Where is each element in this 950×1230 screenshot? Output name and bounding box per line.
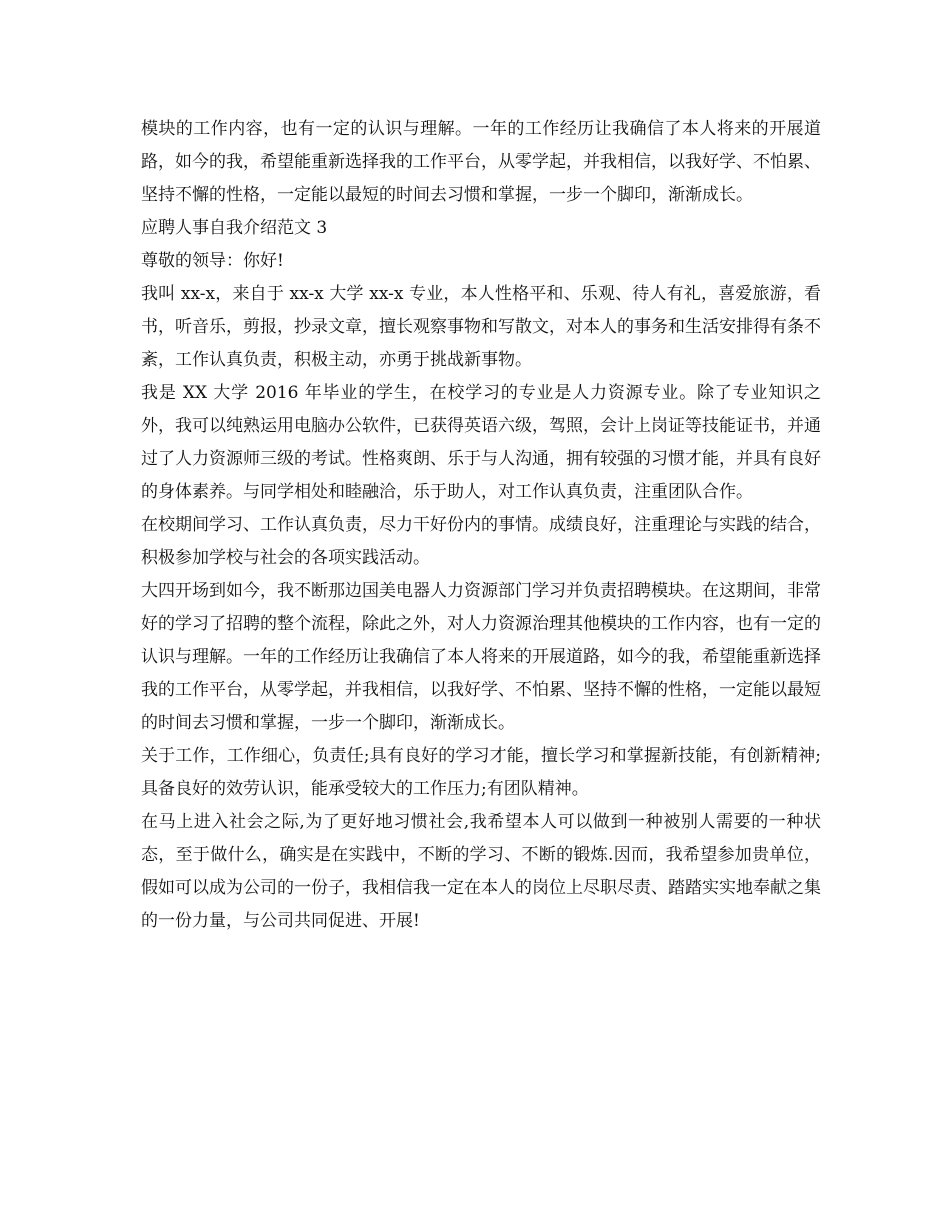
paragraph-education: 我是 XX 大学 2016 年毕业的学生，在校学习的专业是人力资源专业。除了专业知识之外，我可以纯熟运用电脑办公软件，已获得英语六级，驾照，会计上岗证等技能证书，并通过了人力资源师三级的考试。性格爽朗、乐于与人沟通，拥有较强的习惯才能，并具有良好的身体素养。与同学相处和睦融洽，乐于助人，对工作认真负责，注重团队合作。 (141, 383, 821, 502)
paragraph-self-intro: 我叫 xx-x，来自于 xx-x 大学 xx-x 专业，本人性格平和、乐观、待人有礼，喜爱旅游，看书，听音乐，剪报，抄录文章，擅长观察事物和写散文，对本人的事务和生活安排得有条不紊，工作认真负责，积极主动，亦勇于挑战新事物。 (141, 284, 821, 370)
paragraph-work-experience: 大四开场到如今，我不断那边国美电器人力资源部门学习并负责招聘模块。在这期间，非常好的学习了招聘的整个流程，除此之外，对人力资源治理其他模块的工作内容，也有一定的认识与理解。一年的工作经历让我确信了本人将来的开展道路，如今的我，希望能重新选择我的工作平台，从零学起，并我相信，以我好学、不怕累、坚持不懈的性格，一定能以最短的时间去习惯和掌握，一步一个脚印，渐渐成长。 (141, 581, 821, 733)
paragraph-continuation: 模块的工作内容，也有一定的认识与理解。一年的工作经历让我确信了本人将来的开展道路，如今的我，希望能重新选择我的工作平台，从零学起，并我相信，以我好学、不怕累、坚持不懈的性格，一定能以最短的时间去习惯和掌握，一步一个脚印，渐渐成长。 (141, 119, 821, 205)
document-body (141, 113, 821, 938)
salutation: 尊敬的领导：你好! (141, 251, 284, 271)
paragraph-closing: 在马上进入社会之际,为了更好地习惯社会,我希望本人可以做到一种被别人需要的一种状态，至于做什么，确实是在实践中，不断的学习、不断的锻炼.因而，我希望参加贵单位，假如可以成为公司的一份子，我相信我一定在本人的岗位上尽职尽责、踏踏实实地奉献之集的一份力量，与公司共同促进、开展! (141, 812, 821, 931)
paragraph-school-activities: 在校期间学习、工作认真负责，尽力干好份内的事情。成绩良好，注重理论与实践的结合，积极参加学校与社会的各项实践活动。 (141, 515, 821, 568)
section-heading: 应聘人事自我介绍范文 3 (141, 218, 328, 238)
paragraph-work-attitude: 关于工作，工作细心，负责任;具有良好的学习才能，擅长学习和掌握新技能，有创新精神;具备良好的效劳认识，能承受较大的工作压力;有团队精神。 (141, 746, 821, 799)
